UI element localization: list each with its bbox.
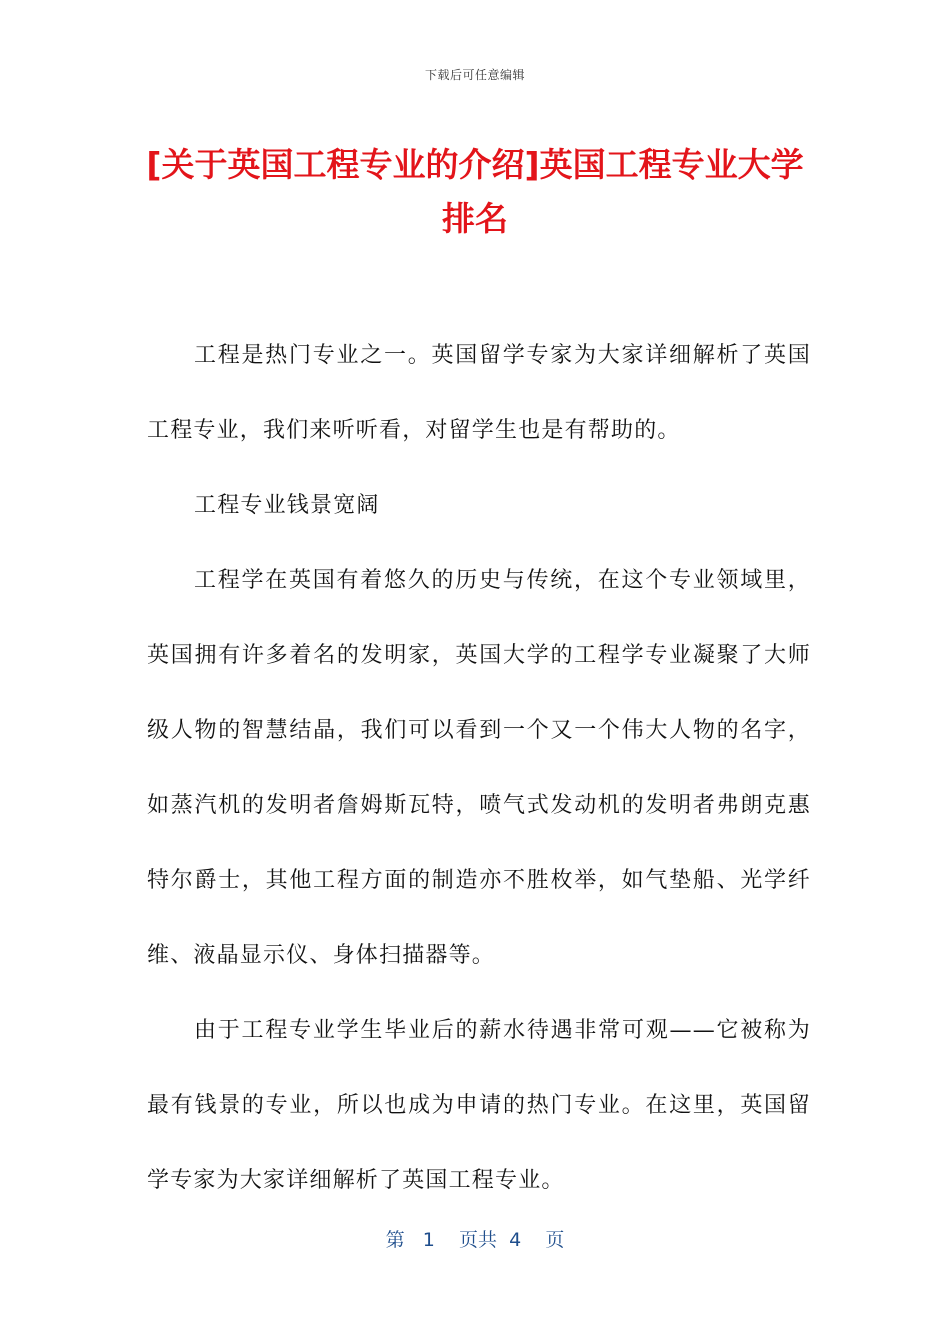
paragraph-3: 由于工程专业学生毕业后的薪水待遇非常可观——它被称为最有钱景的专业，所以也成为申请的热门专业。在这里，英国留学专家为大家详细解析了英国工程专业。 xyxy=(147,1018,811,1193)
section-heading: 工程专业钱景宽阔 xyxy=(194,493,380,518)
document-body xyxy=(147,318,811,1218)
page-title: [关于英国工程专业的介绍]英国工程专业大学排名 xyxy=(146,145,804,238)
header-note: 下载后可任意编辑 xyxy=(424,68,525,82)
page-suffix: 页 xyxy=(545,1229,565,1251)
total-pages-number: 4 xyxy=(509,1229,522,1251)
current-page-number: 1 xyxy=(422,1229,435,1251)
page-footer xyxy=(0,1225,950,1252)
paragraph-1: 工程是热门专业之一。英国留学专家为大家详细解析了英国工程专业，我们来听听看，对留学生也是有帮助的。 xyxy=(147,343,811,443)
page-prefix: 第 xyxy=(385,1229,405,1251)
paragraph-2: 工程学在英国有着悠久的历史与传统，在这个专业领域里，英国拥有许多着名的发明家，英国大学的工程学专业凝聚了大师级人物的智慧结晶，我们可以看到一个又一个伟大人物的名字，如蒸汽机的发明者詹姆斯瓦特，喷气式发动机的发明者弗朗克惠特尔爵士，其他工程方面的制造亦不胜枚举，如气垫船、光学纤维、液晶显示仪、身体扫描器等。 xyxy=(147,568,811,968)
page-mid: 页共 xyxy=(459,1229,498,1251)
